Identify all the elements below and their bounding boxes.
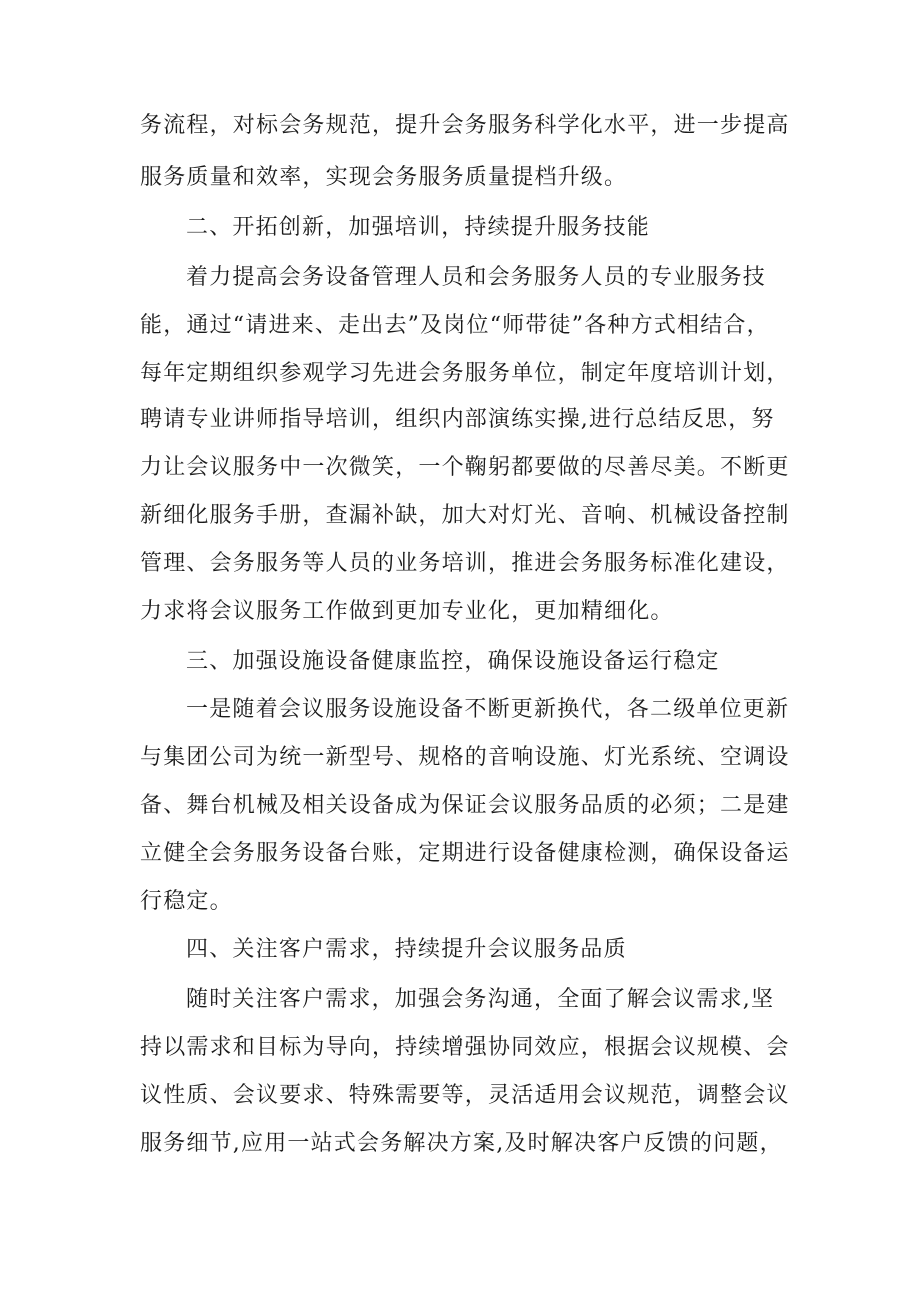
paragraph-4-line-1: 随时关注客户需求，加强会务沟通，全面了解会议需求,坚 <box>186 987 775 1012</box>
paragraph-1-line-2: 服务质量和效率，实现会务服务质量提档升级。 <box>140 165 628 190</box>
paragraph-3-line-5: 行稳定。 <box>140 889 233 914</box>
paragraph-4-line-4: 服务细节,应用一站式会务解决方案,及时解决客户反馈的问题， <box>140 1131 783 1156</box>
section-heading-2: 二、开拓创新，加强培训，持续提升服务技能 <box>186 215 651 240</box>
section-heading-3: 三、加强设施设备健康监控，确保设施设备运行稳定 <box>186 649 720 674</box>
paragraph-2-line-7: 管理、会务服务等人员的业务培训，推进会务服务标准化建设， <box>140 551 790 576</box>
paragraph-2-line-2: 能，通过“请进来、走出去”及岗位“师带徒”各种方式相结合， <box>140 313 770 338</box>
paragraph-2-line-1: 着力提高会务设备管理人员和会务服务人员的专业服务技 <box>186 265 767 290</box>
paragraph-2-line-4: 聘请专业讲师指导培训，组织内部演练实操,进行总结反思，努 <box>140 407 775 432</box>
paragraph-1-line-1: 务流程，对标会务规范，提升会务服务科学化水平，进一步提高 <box>140 113 790 138</box>
paragraph-4-line-3: 议性质、会议要求、特殊需要等，灵活适用会议规范，调整会议 <box>140 1083 790 1108</box>
paragraph-2-line-3: 每年定期组织参观学习先进会务服务单位，制定年度培训计划， <box>140 361 790 386</box>
paragraph-2-line-6: 新细化服务手册，查漏补缺，加大对灯光、音响、机械设备控制 <box>140 503 790 528</box>
paragraph-2-line-5: 力让会议服务中一次微笑，一个鞠躬都要做的尽善尽美。不断更 <box>140 455 790 480</box>
section-heading-4: 四、关注客户需求，持续提升会议服务品质 <box>186 937 627 962</box>
paragraph-3-line-3: 备、舞台机械及相关设备成为保证会议服务品质的必须；二是建 <box>140 793 790 818</box>
paragraph-3-line-1: 一是随着会议服务设施设备不断更新换代，各二级单位更新 <box>186 697 790 722</box>
paragraph-3-line-4: 立健全会务服务设备台账，定期进行设备健康检测，确保设备运 <box>140 841 790 866</box>
paragraph-3-line-2: 与集团公司为统一新型号、规格的音响设施、灯光系统、空调设 <box>140 745 790 770</box>
paragraph-2-line-8: 力求将会议服务工作做到更加专业化，更加精细化。 <box>140 599 674 624</box>
paragraph-4-line-2: 持以需求和目标为导向，持续增强协同效应，根据会议规模、会 <box>140 1035 790 1060</box>
